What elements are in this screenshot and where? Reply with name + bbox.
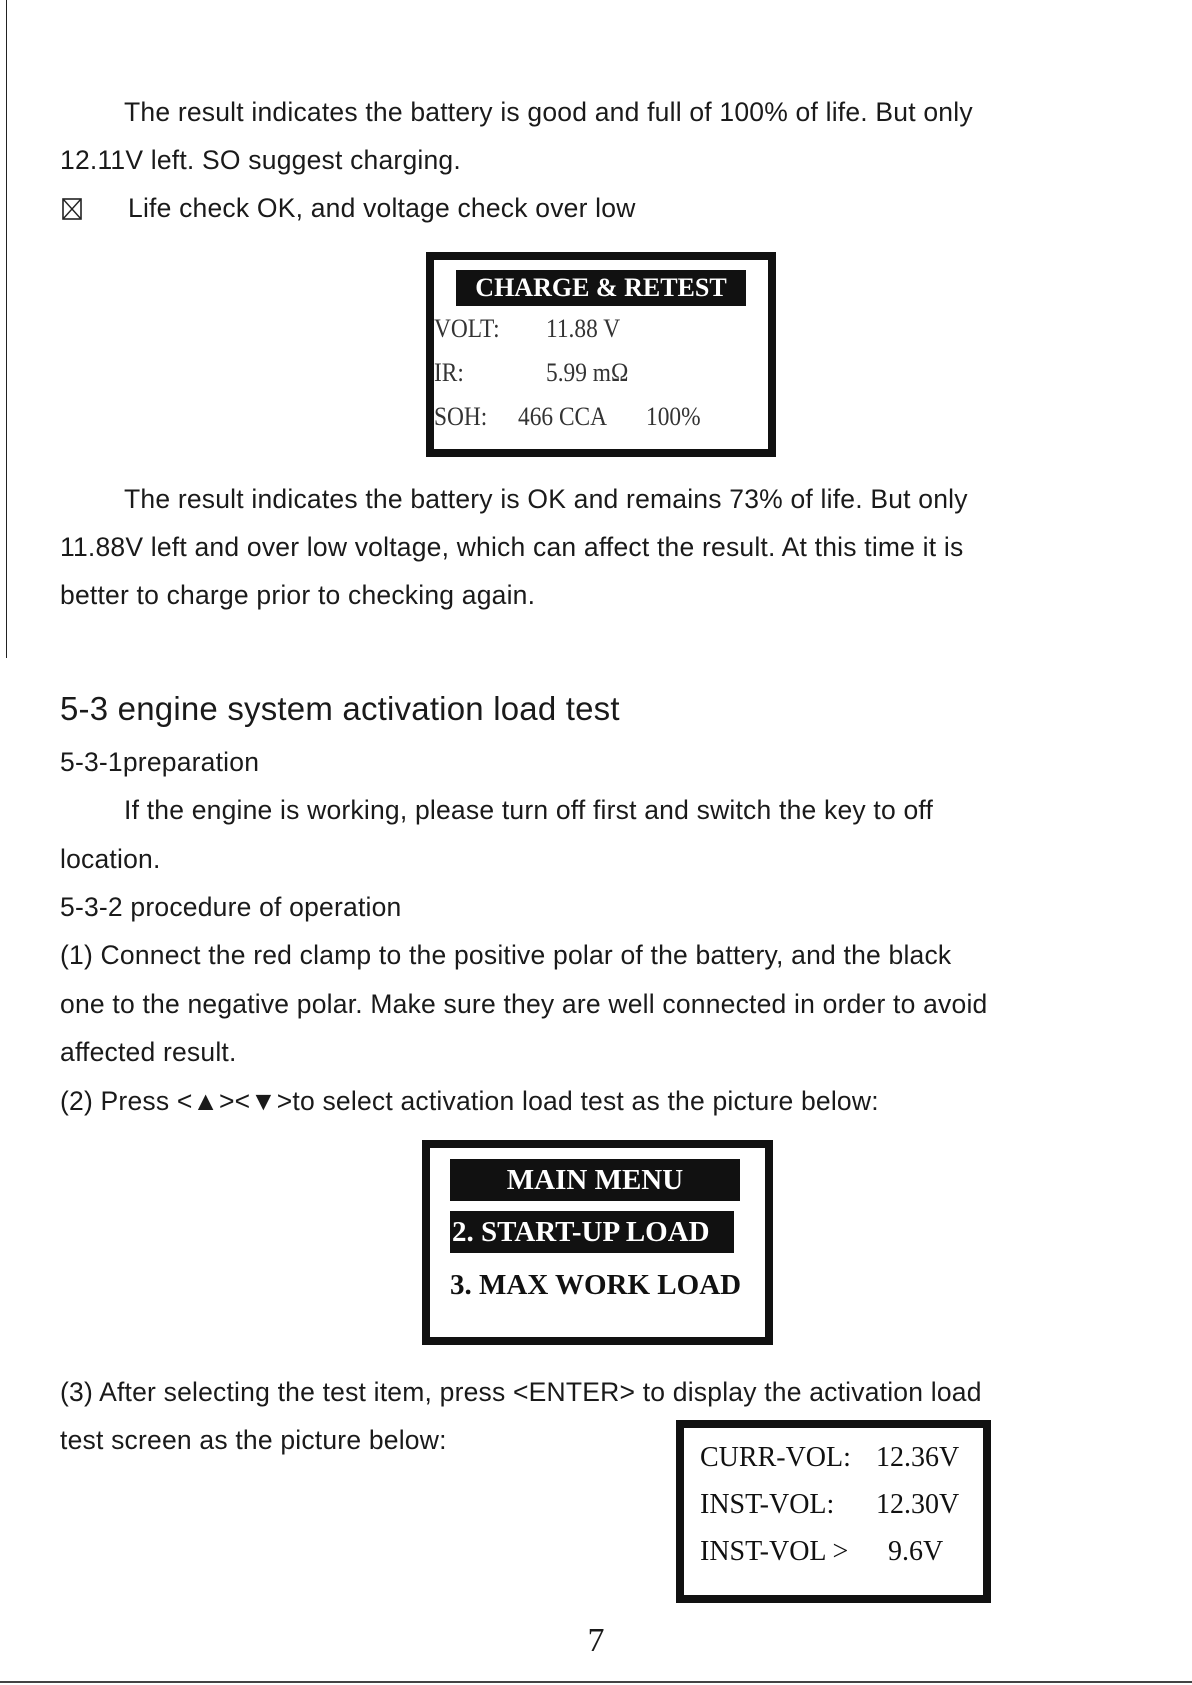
paragraph-line: location. (60, 844, 161, 874)
menu-item (450, 1264, 741, 1306)
paragraph-line: The result indicates the battery is good and full of 100% of life. But only (124, 97, 973, 127)
menu-item-label: 3. MAX WORK LOAD (450, 1269, 742, 1301)
lcd-header (450, 1159, 740, 1201)
subsection-heading-preparation: 5-3-1preparation (60, 747, 260, 777)
inst-vol-label: INST-VOL: (700, 1489, 835, 1520)
soh-percent: 100% (646, 402, 701, 431)
volt-value: 11.88 V (546, 314, 621, 343)
step-line: one to the negative polar. Make sure they are well connected in order to avoid (60, 989, 988, 1019)
lcd-header (456, 270, 746, 306)
paragraph-line: The result indicates the battery is OK and remains 73% of life. But only (124, 484, 968, 514)
bottom-rule (0, 1681, 1192, 1683)
lcd-header-text: MAIN MENU (506, 1164, 684, 1196)
left-margin-rule (6, 0, 7, 658)
ir-label: IR: (434, 358, 464, 387)
soh-cca: 466 CCA (518, 402, 608, 431)
step-line: test screen as the picture below: (60, 1425, 447, 1455)
step-line: (1) Connect the red clamp to the positive polar of the battery, and the black (60, 940, 952, 970)
step-line: affected result. (60, 1037, 237, 1067)
checkbox-crossed-icon (62, 198, 82, 220)
lcd-main-menu (422, 1140, 773, 1345)
inst-vol-threshold-value: 9.6V (888, 1536, 944, 1567)
paragraph-line: 12.11V left. SO suggest charging. (60, 145, 461, 175)
page-number: 7 (587, 1622, 605, 1659)
soh-label: SOH: (434, 402, 488, 431)
section-heading: 5-3 engine system activation load test (60, 690, 620, 727)
curr-vol-label: CURR-VOL: (700, 1442, 851, 1473)
paragraph-line: If the engine is working, please turn off first and switch the key to off (124, 795, 934, 825)
volt-label: VOLT: (434, 314, 500, 343)
checklist-item-life-ok: Life check OK, and voltage check over low (128, 193, 636, 223)
paragraph-line: better to charge prior to checking again. (60, 580, 536, 610)
menu-item-selected (450, 1211, 734, 1253)
menu-item-label: 2. START-UP LOAD (452, 1216, 710, 1248)
ir-value: 5.99 mΩ (546, 358, 629, 387)
inst-vol-threshold-label: INST-VOL > (700, 1536, 849, 1567)
lcd-header-text: CHARGE & RETEST (475, 273, 727, 302)
inst-vol-value: 12.30V (876, 1489, 960, 1520)
step-line: (3) After selecting the test item, press <ENTER> to display the activation load (60, 1377, 982, 1407)
lcd-charge-retest (426, 252, 776, 457)
step-line: (2) Press <▲><▼>to select activation load test as the picture below: (60, 1086, 879, 1116)
curr-vol-value: 12.36V (876, 1442, 960, 1473)
paragraph-line: 11.88V left and over low voltage, which can affect the result. At this time it is (60, 532, 964, 562)
lcd-load-test (676, 1420, 991, 1603)
subsection-heading-procedure: 5-3-2 procedure of operation (60, 892, 402, 922)
